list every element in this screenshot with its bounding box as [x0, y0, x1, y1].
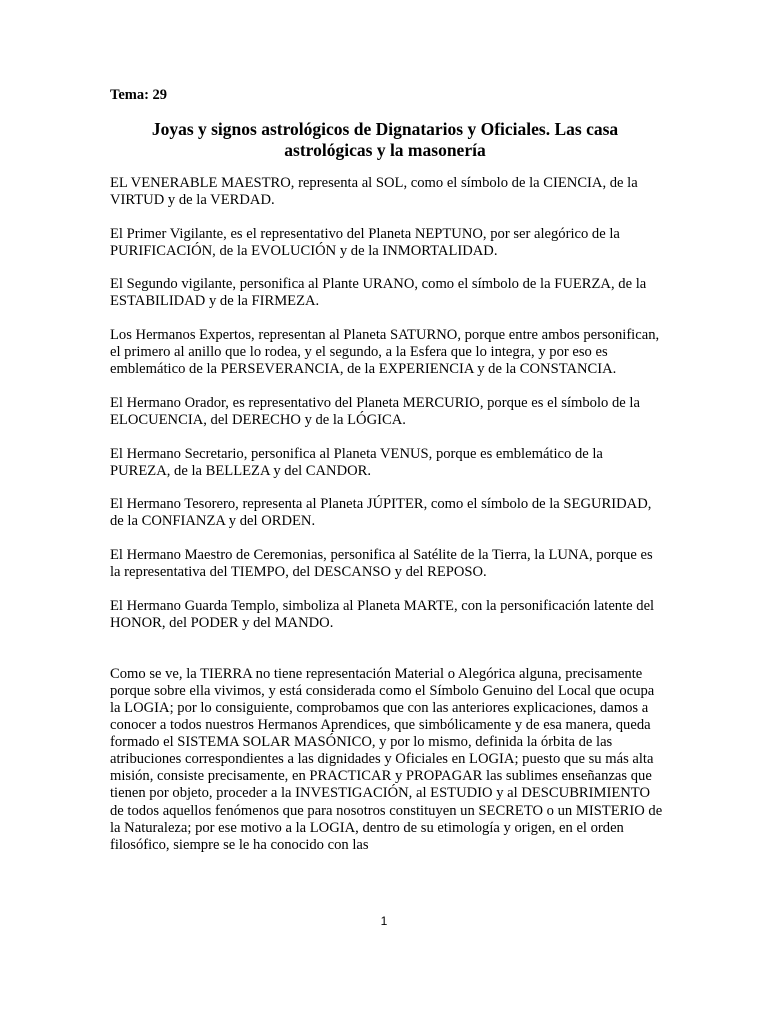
- document-title: Joyas y signos astrológicos de Dignatarios y Oficiales. Las casa astrológicas y la masonería: [151, 119, 619, 160]
- paragraph-primer-vigilante: El Primer Vigilante, es el representativo del Planeta NEPTUNO, por ser alegórico de la PURIFICACIÓN, de la EVOLUCIÓN y de la INMORTALIDAD.: [110, 225, 620, 259]
- paragraph-guarda-templo: El Hermano Guarda Templo, simboliza al Planeta MARTE, con la personificación latente del HONOR, del PODER y del MANDO.: [110, 597, 655, 631]
- paragraph-hermano-tesorero: El Hermano Tesorero, representa al Planeta JÚPITER, como el símbolo de la SEGURIDAD, de la CONFIANZA y del ORDEN.: [110, 496, 652, 530]
- paragraph-conclusion: Como se ve, la TIERRA no tiene representación Material o Alegórica alguna, precisamente porque sobre ella vivimos, y está considerada como el Símbolo Genuino del Local que ocupa la LOGIA; por lo consiguiente, comprobamos que con las anteriores explicaciones, damos a conocer a todos nuestros Hermanos Aprendices, que simbólicamente y de esa manera, queda formado el SISTEMA SOLAR MASÓNICO, y por lo mismo, definida la órbita de las atribuciones correspondientes a las dignidades y Oficiales en LOGIA; puesto que su más alta misión, consiste precisamente, en PRACTICAR y PROPAGAR las sublimes enseñanzas que tienen por objeto, proceder a la INVESTIGACIÓN, al ESTUDIO y al DESCUBRIMIENTO de todos aquellos fenómenos que para nosotros constituyen un SECRETO o un MISTERIO de la Naturaleza; por ese motivo a la LOGIA, dentro de su etimología y origen, en el orden filosófico, siempre se le ha conocido con las: [110, 665, 663, 853]
- paragraph-hermano-orador: El Hermano Orador, es representativo del Planeta MERCURIO, porque es el símbolo de la ELOCUENCIA, del DERECHO y de la LÓGICA.: [110, 394, 640, 428]
- topic-label: Tema: 29: [110, 87, 168, 103]
- paragraph-maestro-ceremonias: El Hermano Maestro de Ceremonias, personifica al Satélite de la Tierra, la LUNA, porque es la representativa del TIEMPO, del DESCANSO y del REPOSO.: [110, 546, 653, 580]
- paragraph-venerable-maestro: EL VENERABLE MAESTRO, representa al SOL, como el símbolo de la CIENCIA, de la VIRTUD y de la VERDAD.: [110, 175, 638, 209]
- paragraph-segundo-vigilante: El Segundo vigilante, personifica al Plante URANO, como el símbolo de la FUERZA, de la ESTABILIDAD y de la FIRMEZA.: [110, 276, 647, 310]
- document-body: [110, 175, 663, 870]
- page-number: 1: [380, 914, 388, 928]
- paragraph-hermano-secretario: El Hermano Secretario, personifica al Planeta VENUS, porque es emblemático de la PUREZA, de la BELLEZA y del CANDOR.: [110, 445, 603, 479]
- paragraph-hermanos-expertos: Los Hermanos Expertos, representan al Planeta SATURNO, porque entre ambos personifican, el primero al anillo que lo rodea, y el segundo, a la Esfera que lo integra, y por eso es emblemático de la PERSEVERANCIA, de la EXPERIENCIA y de la CONSTANCIA.: [110, 327, 660, 378]
